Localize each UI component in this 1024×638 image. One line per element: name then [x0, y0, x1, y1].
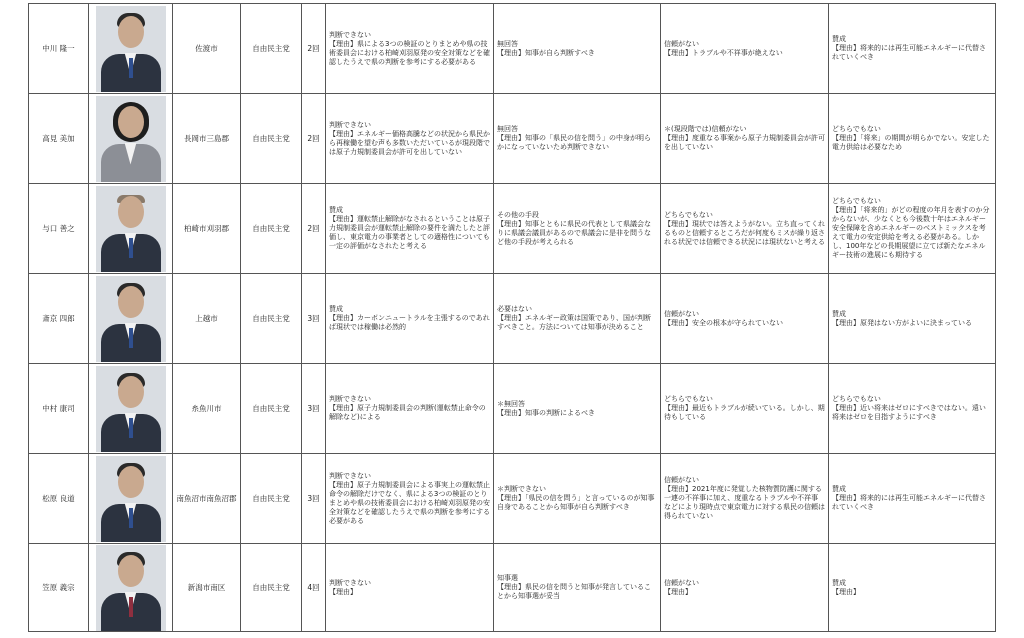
answer-q4: 賛成 【理由】将来的には再生可能エネルギーに代替されていくべき	[829, 454, 996, 544]
party: 自由民主党	[241, 274, 302, 364]
answer-q4: 賛成 【理由】原発はない方がよいに決まっている	[829, 274, 996, 364]
candidate-photo	[89, 184, 173, 274]
answer-q1: 判断できない 【理由】	[326, 544, 494, 632]
party: 自由民主党	[241, 184, 302, 274]
answer-q3: ＊(現段階では)信頼がない 【理由】度重なる事案から原子力規制委員会が許可を出していない	[661, 94, 829, 184]
term-count: 2回	[302, 184, 326, 274]
term-count: 3回	[302, 454, 326, 544]
answer-q1: 判断できない 【理由】県による3つの検証のとりまとめや県の技術委員会における柏崎刈羽原発の安全対策などを確認したうえで県の判断を参考にする必要がある	[326, 4, 494, 94]
party: 自由民主党	[241, 544, 302, 632]
term-count: 2回	[302, 94, 326, 184]
answer-q4: どちらでもない 【理由】近い将来はゼロにすべきではない。遠い将来はゼロを目指すようにすべき	[829, 364, 996, 454]
party: 自由民主党	[241, 94, 302, 184]
answer-q3: どちらでもない 【理由】最近もトラブルが続いている。しかし、期待もしている	[661, 364, 829, 454]
district: 長岡市三島郡	[173, 94, 241, 184]
answer-q2: その他の手段 【理由】知事とともに県民の代表として県議会なりに県議会議員があるので県議会に是非を問うなど他の手段が考えられる	[494, 184, 661, 274]
answer-q1: 賛成 【理由】カーボンニュートラルを主張するのであれば現状では稼働は必然的	[326, 274, 494, 364]
candidate-name: 中村 康司	[29, 364, 89, 454]
answer-q3: 信頼がない 【理由】安全の根本が守られていない	[661, 274, 829, 364]
answer-q1: 判断できない 【理由】原子力規制委員会の判断(運転禁止命令の解除など)による	[326, 364, 494, 454]
district: 糸魚川市	[173, 364, 241, 454]
table-row	[29, 184, 996, 274]
party: 自由民主党	[241, 4, 302, 94]
answer-q3: どちらでもない 【理由】現状では答えようがない。立ち直ってくれるものと信頼するところだが何度もミスが繰り返される状況では信頼できる状況には現状ないと考える	[661, 184, 829, 274]
answer-q2: 必要はない 【理由】エネルギー政策は国策であり、国が判断すべきこと。方法については知事が決めること	[494, 274, 661, 364]
party: 自由民主党	[241, 364, 302, 454]
portrait-image	[96, 6, 166, 92]
candidate-name: 与口 善之	[29, 184, 89, 274]
term-count: 3回	[302, 364, 326, 454]
district: 南魚沼市南魚沼郡	[173, 454, 241, 544]
survey-table	[28, 3, 996, 632]
candidate-photo	[89, 94, 173, 184]
party: 自由民主党	[241, 454, 302, 544]
district: 柏崎市刈羽郡	[173, 184, 241, 274]
answer-q2: 知事選 【理由】県民の信を問うと知事が発言していることから知事選が妥当	[494, 544, 661, 632]
district: 佐渡市	[173, 4, 241, 94]
term-count: 2回	[302, 4, 326, 94]
candidate-name: 中川 隆一	[29, 4, 89, 94]
term-count: 4回	[302, 544, 326, 632]
table-row	[29, 94, 996, 184]
candidate-photo	[89, 364, 173, 454]
answer-q2: 無回答 【理由】知事が自ら判断すべき	[494, 4, 661, 94]
answer-q2: ＊判断できない 【理由】「県民の信を問う」と言っているのが知事自身であることから知事が自ら判断すべき	[494, 454, 661, 544]
portrait-image	[96, 456, 166, 542]
candidate-photo	[89, 4, 173, 94]
answer-q3: 信頼がない 【理由】トラブルや不祥事が絶えない	[661, 4, 829, 94]
table-row	[29, 544, 996, 632]
portrait-image	[96, 366, 166, 452]
answer-q2: ＊無回答 【理由】知事の判断によるべき	[494, 364, 661, 454]
candidate-photo	[89, 544, 173, 632]
candidate-name: 笠原 義宗	[29, 544, 89, 632]
portrait-image	[96, 96, 166, 182]
answer-q3: 信頼がない 【理由】	[661, 544, 829, 632]
table-row	[29, 4, 996, 94]
table-row	[29, 454, 996, 544]
term-count: 3回	[302, 274, 326, 364]
portrait-image	[96, 545, 166, 631]
candidate-name: 高見 美加	[29, 94, 89, 184]
answer-q2: 無回答 【理由】知事の「県民の信を問う」の中身が明らかになっていないため判断できない	[494, 94, 661, 184]
answer-q4: どちらでもない 【理由】「将来」の期間が明らかでない。安定した電力供給は必要なため	[829, 94, 996, 184]
answer-q1: 賛成 【理由】運転禁止解除がなされるということは原子力規制委員会が運転禁止解除の要件を満たしたと評価し、東京電力の事業者としての適格性についても一定の評価がなされたと考える	[326, 184, 494, 274]
portrait-image	[96, 276, 166, 362]
district: 新潟市南区	[173, 544, 241, 632]
answer-q4: どちらでもない 【理由】「将来的」がどの程度の年月を表すのか分からないが、少なくとも今後数十年はエネルギー安全保障を含めエネルギーのベストミックスを考えて電力の安定供給を考える必要がある。しかし、100年などの長期展望に立てば新たなエネルギー技術の進展にも期待する	[829, 184, 996, 274]
candidate-name: 松原 良道	[29, 454, 89, 544]
candidate-name: 斎京 四郎	[29, 274, 89, 364]
candidate-photo	[89, 274, 173, 364]
answer-q4: 賛成 【理由】将来的には再生可能エネルギーに代替されていくべき	[829, 4, 996, 94]
answer-q1: 判断できない 【理由】エネルギー価格高騰などの状況から県民から再稼働を望む声も多数いただいているが現段階では原子力規制委員会が許可を出していない	[326, 94, 494, 184]
table-row	[29, 274, 996, 364]
answer-q3: 信頼がない 【理由】2021年度に発覚した核物質防護に関する一連の不祥事に加え、度重なるトラブルや不祥事などにより現時点で東京電力に対する県民の信頼は得られていない	[661, 454, 829, 544]
portrait-image	[96, 186, 166, 272]
district: 上越市	[173, 274, 241, 364]
candidate-photo	[89, 454, 173, 544]
table-row	[29, 364, 996, 454]
answer-q1: 判断できない 【理由】原子力規制委員会による事実上の運転禁止命令の解除だけでなく、県による3つの検証のとりまとめや県の技術委員会における柏崎刈羽原発の安全対策などを確認したうえで県の判断を参考にする必要がある	[326, 454, 494, 544]
answer-q4: 賛成 【理由】	[829, 544, 996, 632]
